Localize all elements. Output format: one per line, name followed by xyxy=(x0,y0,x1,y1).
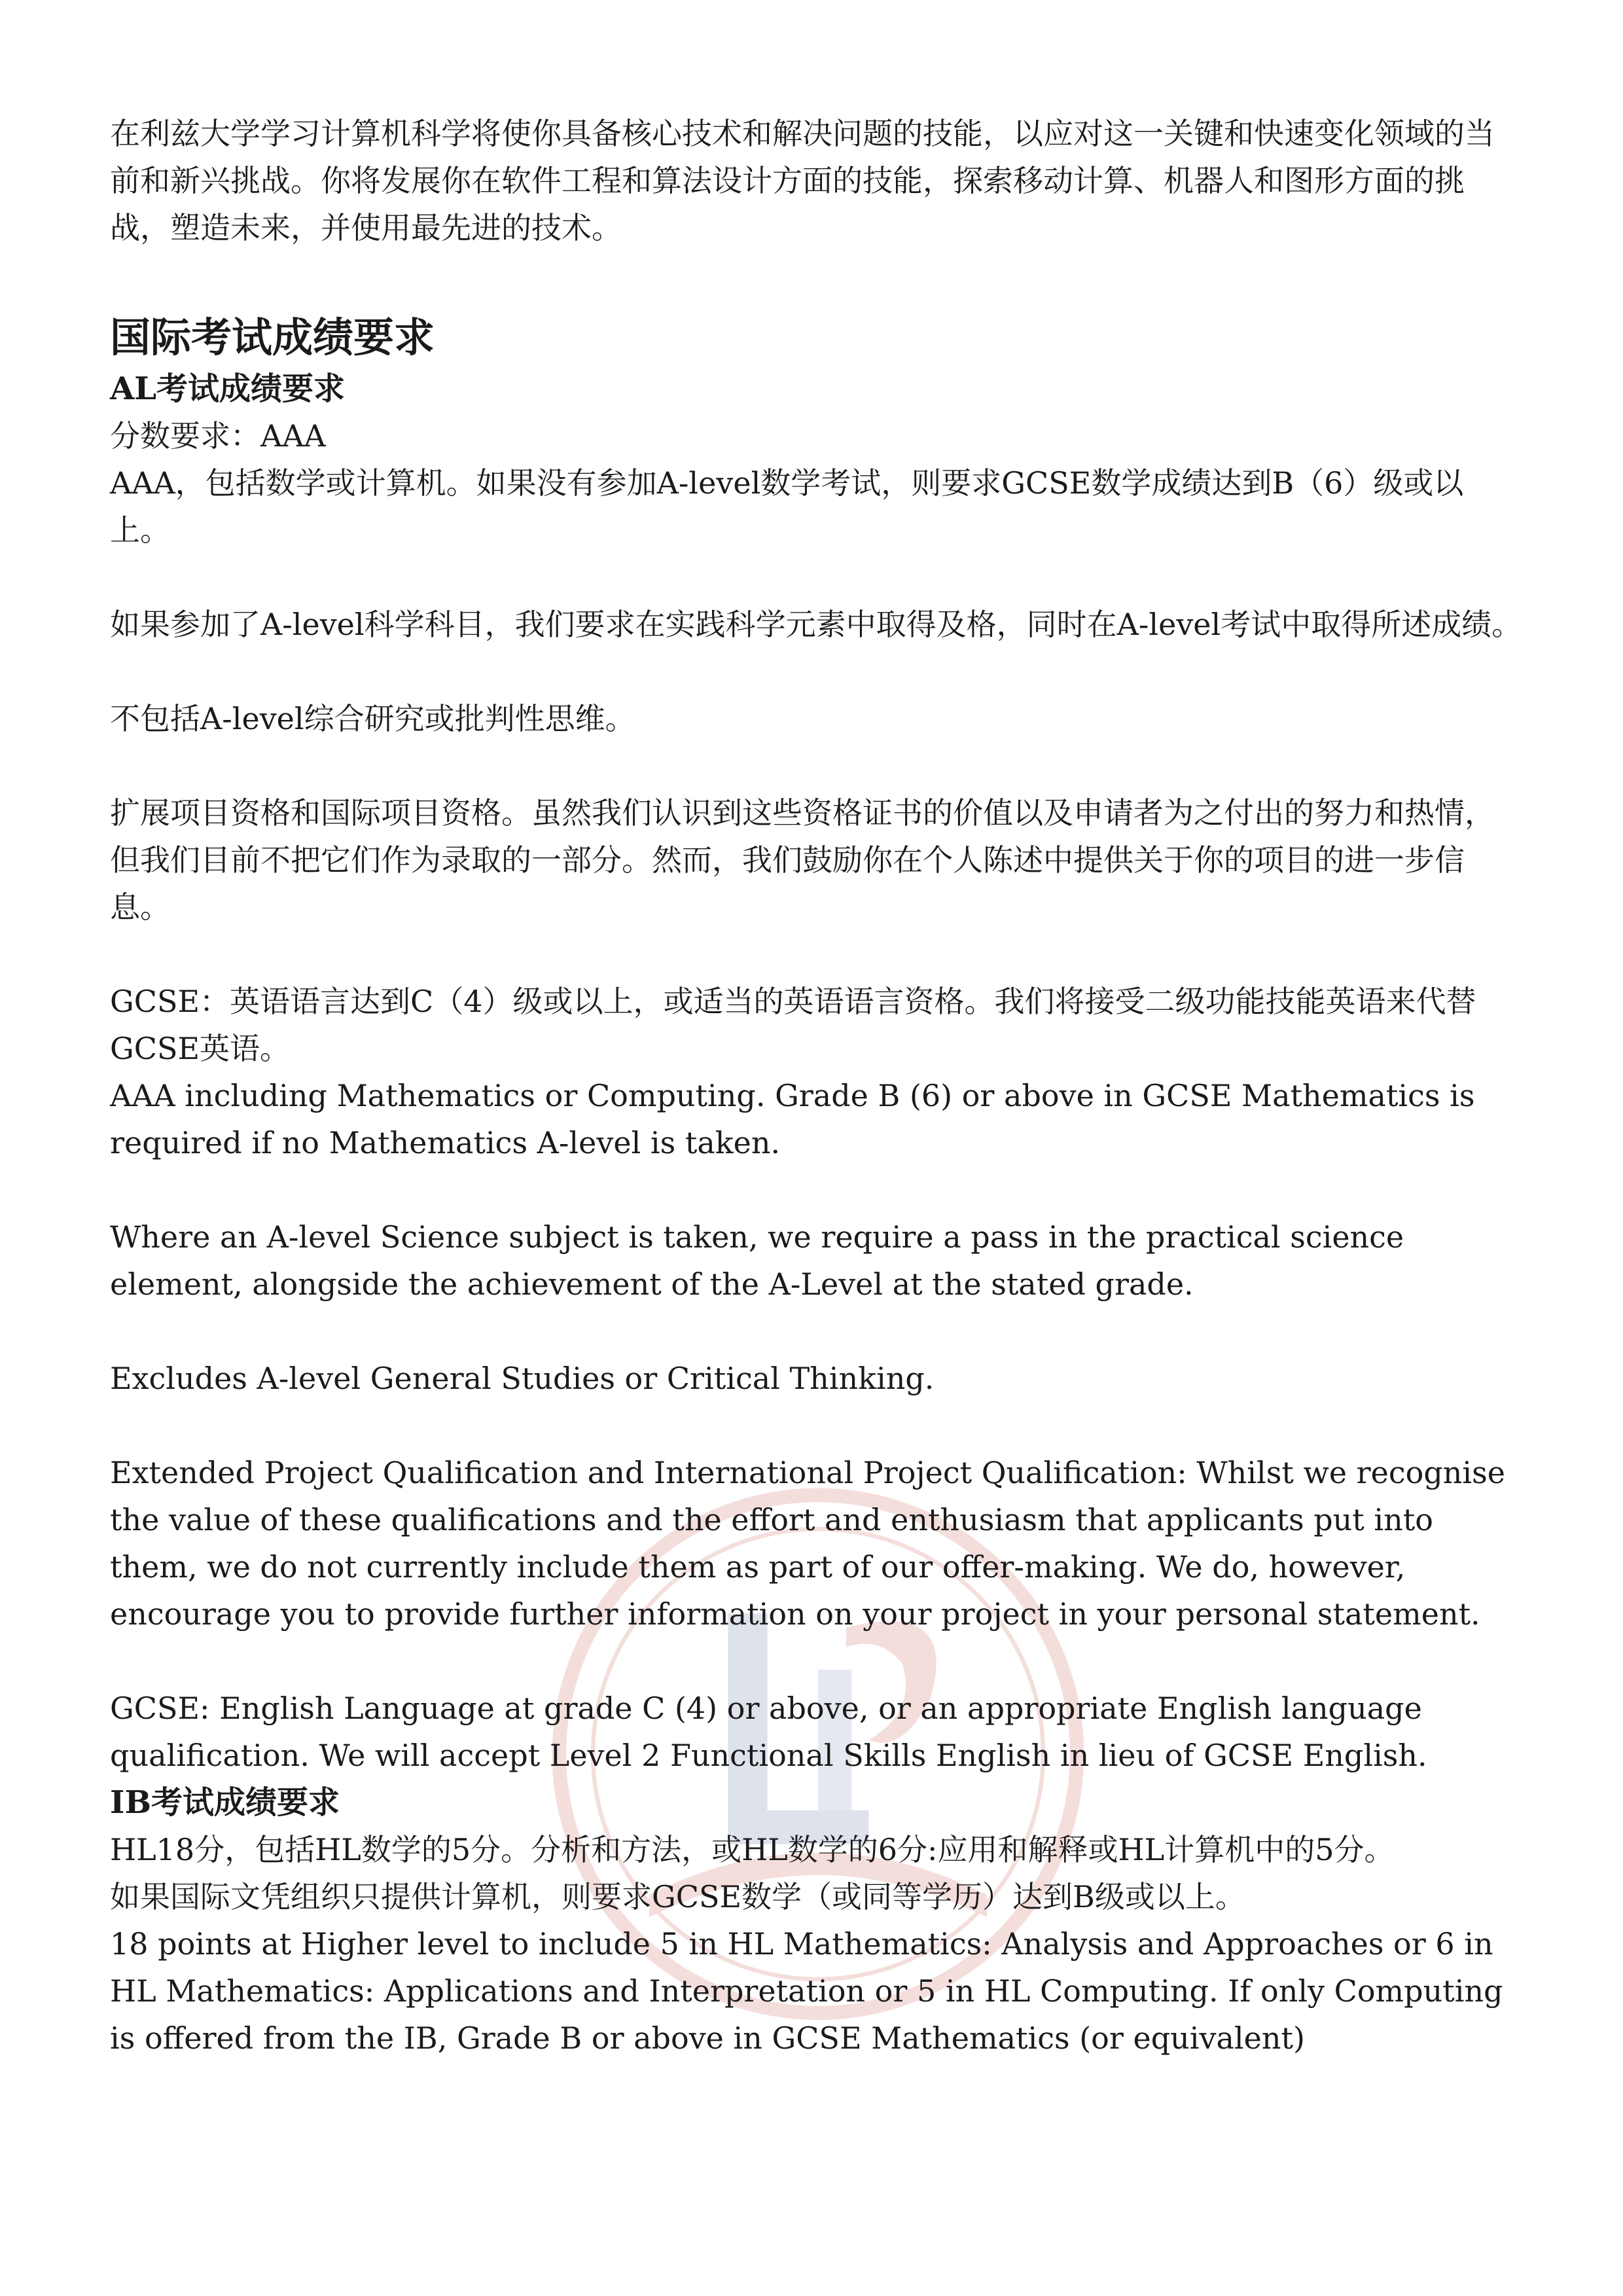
al-en-paragraph-5: GCSE: English Language at grade C (4) or above, or an appropriate English language qualification. We will accept Level 2 Functional Skills English in lieu of GCSE English. xyxy=(110,1691,1427,1773)
al-zh-paragraph-2: 如果参加了A-level科学科目，我们要求在实践科学元素中取得及格，同时在A-level考试中取得所述成绩。 xyxy=(110,607,1522,642)
al-en-paragraph-3: Excludes A-level General Studies or Critical Thinking. xyxy=(110,1361,935,1396)
al-en-paragraph-2: Where an A-level Science subject is taken, we require a pass in the practical science element, alongside the achievement of the A-Level at the stated grade. xyxy=(110,1219,1404,1302)
al-zh-paragraph-5: GCSE：英语语言达到C（4）级或以上，或适当的英语语言资格。我们将接受二级功能技能英语来代替GCSE英语。 xyxy=(110,984,1476,1066)
section-title: 国际考试成绩要求 xyxy=(110,314,435,361)
al-zh-paragraph-1: AAA，包括数学或计算机。如果没有参加A-level数学考试，则要求GCSE数学成绩达到B（6）级或以上。 xyxy=(110,465,1464,548)
al-title: AL考试成绩要求 xyxy=(110,370,345,407)
intro-paragraph: 在利兹大学学习计算机科学将使你具备核心技术和解决问题的技能，以应对这一关键和快速变化领域的当前和新兴挑战。你将发展你在软件工程和算法设计方面的技能，探索移动计算、机器人和图形方面的挑战，塑造未来，并使用最先进的技术。 xyxy=(110,116,1495,245)
al-en-paragraph-1: AAA including Mathematics or Computing. Grade B (6) or above in GCSE Mathematics is required if no Mathematics A-level is taken. xyxy=(110,1078,1475,1160)
document-page xyxy=(110,110,1524,2062)
al-zh-paragraph-3: 不包括A-level综合研究或批判性思维。 xyxy=(110,701,635,736)
al-score-line: 分数要求：AAA xyxy=(110,418,326,454)
al-zh-paragraph-4: 扩展项目资格和国际项目资格。虽然我们认识到这些资格证书的价值以及申请者为之付出的努力和热情，但我们目前不把它们作为录取的一部分。然而，我们鼓励你在个人陈述中提供关于你的项目的进一步信息。 xyxy=(110,795,1495,925)
ib-en-paragraph-1: 18 points at Higher level to include 5 in HL Mathematics: Analysis and Approaches or 6 in HL Mathematics: Applications and Interpretation or 5 in HL Computing. If only Computing is offered from the IB, Grade B or above in GCSE Mathematics (or equivalent) xyxy=(110,1926,1503,2056)
ib-title: IB考试成绩要求 xyxy=(110,1784,340,1821)
ib-zh-paragraph-1: HL18分，包括HL数学的5分。分析和方法，或HL数学的6分:应用和解释或HL计算机中的5分。 xyxy=(110,1832,1395,1867)
al-en-paragraph-4: Extended Project Qualification and International Project Qualification: Whilst we recognise the value of these qualifications and the effort and enthusiasm that applicants put into them, we do not currently include them as part of our offer-making. We do, however, encourage you to provide further information on your project in your personal statement. xyxy=(110,1455,1505,1632)
ib-zh-paragraph-2: 如果国际文凭组织只提供计算机，则要求GCSE数学（或同等学历）达到B级或以上。 xyxy=(110,1879,1245,1914)
